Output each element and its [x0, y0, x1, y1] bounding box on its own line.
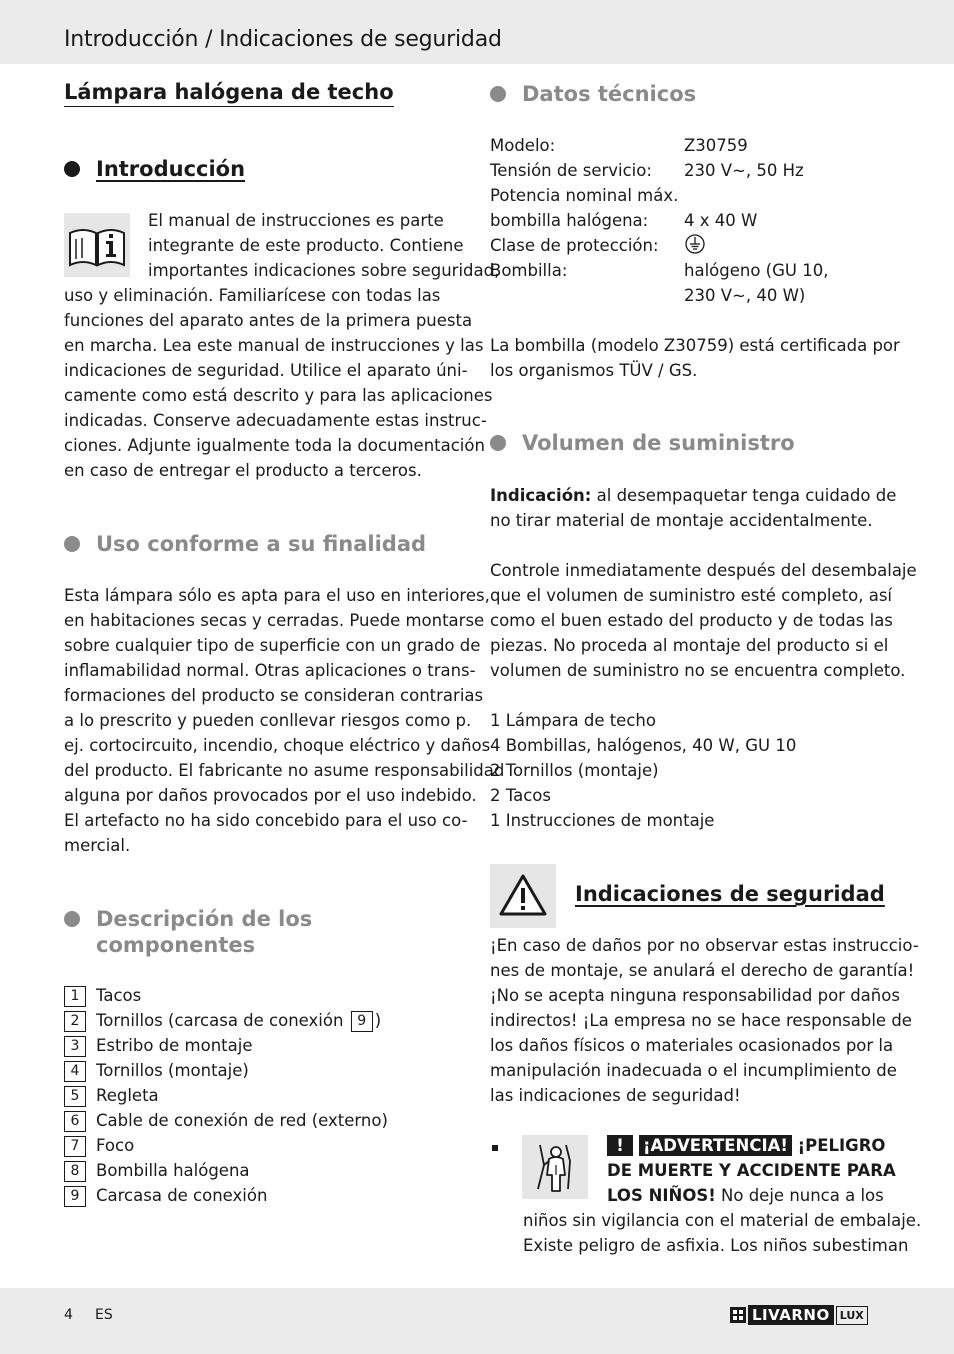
text-line: volumen de suministro no se encuentra completo.	[490, 661, 906, 680]
page-number: 4	[64, 1307, 73, 1323]
cert-paragraph	[490, 333, 900, 383]
spec-value: 230 V∼, 50 Hz	[684, 161, 804, 180]
protection-class-icon	[684, 233, 706, 258]
list-item: 1 Instrucciones de montaje	[490, 811, 715, 830]
component-number: 1	[64, 986, 86, 1007]
bullet-square-icon	[492, 1145, 498, 1151]
bullet-dot-icon	[490, 86, 506, 102]
text-line: como el buen estado del producto y de todas las	[490, 611, 893, 630]
page-header-title: Introducción / Indicaciones de seguridad	[64, 27, 502, 52]
product-title: Lámpara halógena de techo	[64, 80, 394, 107]
text-line: manipulación inadecuada o el incumplimiento de	[490, 1061, 897, 1080]
component-number: 9	[64, 1186, 86, 1207]
component-label: Cable de conexión de red (externo)	[96, 1111, 388, 1130]
text-line: uso y eliminación. Familiarícese con todas las	[64, 286, 441, 305]
text-line: del producto. El fabricante no asume responsabilidad	[64, 761, 505, 780]
text-line: no tirar material de montaje accidentalmente.	[490, 511, 873, 530]
component-ref-number: 9	[351, 1011, 373, 1032]
text-line: La bombilla (modelo Z30759) está certificada por	[490, 336, 900, 355]
components-heading-line1: Descripción de los	[96, 907, 313, 931]
text-line: El manual de instrucciones es parte	[148, 211, 444, 230]
text-line: los daños físicos o materiales ocasionados por la	[490, 1036, 894, 1055]
supply-check-paragraph	[490, 558, 917, 683]
brand-mark-icon	[730, 1307, 746, 1323]
text-line: a lo prescrito y pueden conllevar riesgos como p.	[64, 711, 472, 730]
spec-label: Bombilla:	[490, 261, 568, 280]
warning-label: ¡ADVERTENCIA!	[639, 1135, 792, 1156]
text-line: las indicaciones de seguridad!	[490, 1086, 741, 1105]
component-label-suffix: )	[374, 1011, 382, 1030]
text-line: No deje nunca a los	[715, 1186, 884, 1205]
text-line: Controle inmediatamente después del desembalaje	[490, 561, 917, 580]
component-label: Carcasa de conexión	[96, 1186, 268, 1205]
component-label: Estribo de montaje	[96, 1036, 253, 1055]
warning-title-text: LOS NIÑOS!	[607, 1186, 716, 1205]
warning-triangle-icon	[490, 864, 556, 928]
text-line: en marcha. Lea este manual de instrucciones y las	[64, 336, 484, 355]
spec-label: Potencia nominal máx.	[490, 186, 679, 205]
text-line: indicadas. Conserve adecuadamente estas instruc-	[64, 411, 487, 430]
intended-use-paragraph	[64, 583, 504, 858]
text-line: indicaciones de seguridad. Utilice el aparato úni-	[64, 361, 468, 380]
component-label	[96, 1008, 381, 1033]
bullet-dot-icon	[64, 536, 80, 552]
component-label: Tacos	[96, 986, 142, 1005]
component-number: 4	[64, 1061, 86, 1082]
component-number: 3	[64, 1036, 86, 1057]
page-header	[0, 0, 954, 64]
component-label: Foco	[96, 1136, 135, 1155]
text-line: El artefacto no ha sido concebido para el uso co-	[64, 811, 468, 830]
brand-name: LIVARNO	[748, 1305, 834, 1325]
text-line: funciones del aparato antes de la primera puesta	[64, 311, 473, 330]
text-line: que el volumen de suministro esté completo, así	[490, 586, 892, 605]
warning-title-text: DE MUERTE Y ACCIDENTE PARA	[607, 1161, 896, 1180]
supply-list	[490, 708, 796, 833]
text-line: al desempaquetar tenga cuidado de	[591, 486, 897, 505]
component-label: Regleta	[96, 1086, 159, 1105]
spec-label: Tensión de servicio:	[490, 161, 652, 180]
text-line: ej. cortocircuito, incendio, choque eléctrico y daños	[64, 736, 491, 755]
text-line: indirectos! ¡La empresa no se hace responsable de	[490, 1011, 912, 1030]
brand-sub: LUX	[836, 1306, 868, 1325]
language-code: ES	[95, 1307, 113, 1323]
list-item: 2 Tacos	[490, 786, 551, 805]
warning-small-triangle-icon: !	[607, 1135, 633, 1156]
text-line: nes de montaje, se anulará el derecho de garantía!	[490, 961, 915, 980]
text-line: Existe peligro de asfixia. Los niños subestiman	[523, 1236, 909, 1255]
page-footer	[0, 1288, 954, 1354]
component-number: 7	[64, 1136, 86, 1157]
text-line: inflamabilidad normal. Otras aplicaciones o trans-	[64, 661, 476, 680]
list-item: 2 Tornillos (montaje)	[490, 761, 659, 780]
bullet-dot-icon	[64, 911, 80, 927]
component-number: 8	[64, 1161, 86, 1182]
components-heading-line2: componentes	[96, 933, 256, 957]
info-book-icon	[64, 213, 130, 277]
intro-paragraph-top	[148, 208, 499, 283]
note-label: Indicación:	[490, 486, 592, 505]
spec-value: 230 V∼, 40 W)	[684, 286, 806, 305]
text-line: los organismos TÜV / GS.	[490, 361, 698, 380]
spec-label: Modelo:	[490, 136, 556, 155]
component-label-text: Tornillos (carcasa de conexión	[96, 1011, 344, 1030]
text-line: ¡En caso de daños por no observar estas instruccio-	[490, 936, 919, 955]
component-number: 5	[64, 1086, 86, 1107]
text-line: niños sin vigilancia con el material de embalaje.	[523, 1211, 922, 1230]
safety-heading-text: Indicaciones de seguridad	[575, 882, 885, 906]
list-item: 4 Bombillas, halógenos, 40 W, GU 10	[490, 736, 797, 755]
text-line: Esta lámpara sólo es apta para el uso en interiores,	[64, 586, 490, 605]
intro-heading-text: Introducción	[96, 157, 246, 181]
spec-value: halógeno (GU 10,	[684, 261, 829, 280]
warning-block	[607, 1133, 896, 1208]
text-line: sobre cualquier tipo de superficie con un grado de	[64, 636, 481, 655]
child-warning-icon	[522, 1135, 588, 1199]
bullet-dot-icon	[490, 435, 506, 451]
spec-value: 4 x 40 W	[684, 211, 758, 230]
warning-title-text: ¡PELIGRO	[791, 1136, 886, 1155]
text-line: ciones. Adjunte igualmente toda la documentación	[64, 436, 485, 455]
component-number: 6	[64, 1111, 86, 1132]
supply-note	[490, 483, 896, 533]
text-line: piezas. No proceda al montaje del producto si el	[490, 636, 889, 655]
component-label: Tornillos (montaje)	[96, 1061, 249, 1080]
safety-paragraph	[490, 933, 919, 1108]
text-line: alguna por daños provocados por el uso indebido.	[64, 786, 477, 805]
text-line: en caso de entregar el producto a terceros.	[64, 461, 422, 480]
list-item: 1 Lámpara de techo	[490, 711, 656, 730]
text-line: importantes indicaciones sobre seguridad,	[148, 261, 500, 280]
tech-heading-text: Datos técnicos	[522, 82, 697, 106]
spec-value: Z30759	[684, 136, 748, 155]
text-line: mercial.	[64, 836, 131, 855]
warning-continuation	[523, 1208, 921, 1258]
text-line: ¡No se acepta ninguna responsabilidad por daños	[490, 986, 900, 1005]
component-label: Bombilla halógena	[96, 1161, 250, 1180]
supply-heading-text: Volumen de suministro	[522, 431, 795, 455]
spec-label: Clase de protección:	[490, 236, 659, 255]
intended-use-heading-text: Uso conforme a su finalidad	[96, 532, 427, 556]
text-line: integrante de este producto. Contiene	[148, 236, 464, 255]
bullet-dot-icon	[64, 161, 80, 177]
brand-logo	[730, 1305, 868, 1325]
text-line: en habitaciones secas y cerradas. Puede montarse	[64, 611, 485, 630]
spec-label: bombilla halógena:	[490, 211, 649, 230]
text-line: formaciones del producto se consideran contrarias	[64, 686, 484, 705]
intro-paragraph-rest	[64, 283, 493, 483]
component-number: 2	[64, 1011, 86, 1032]
text-line: camente como está descrito y para las aplicaciones	[64, 386, 493, 405]
